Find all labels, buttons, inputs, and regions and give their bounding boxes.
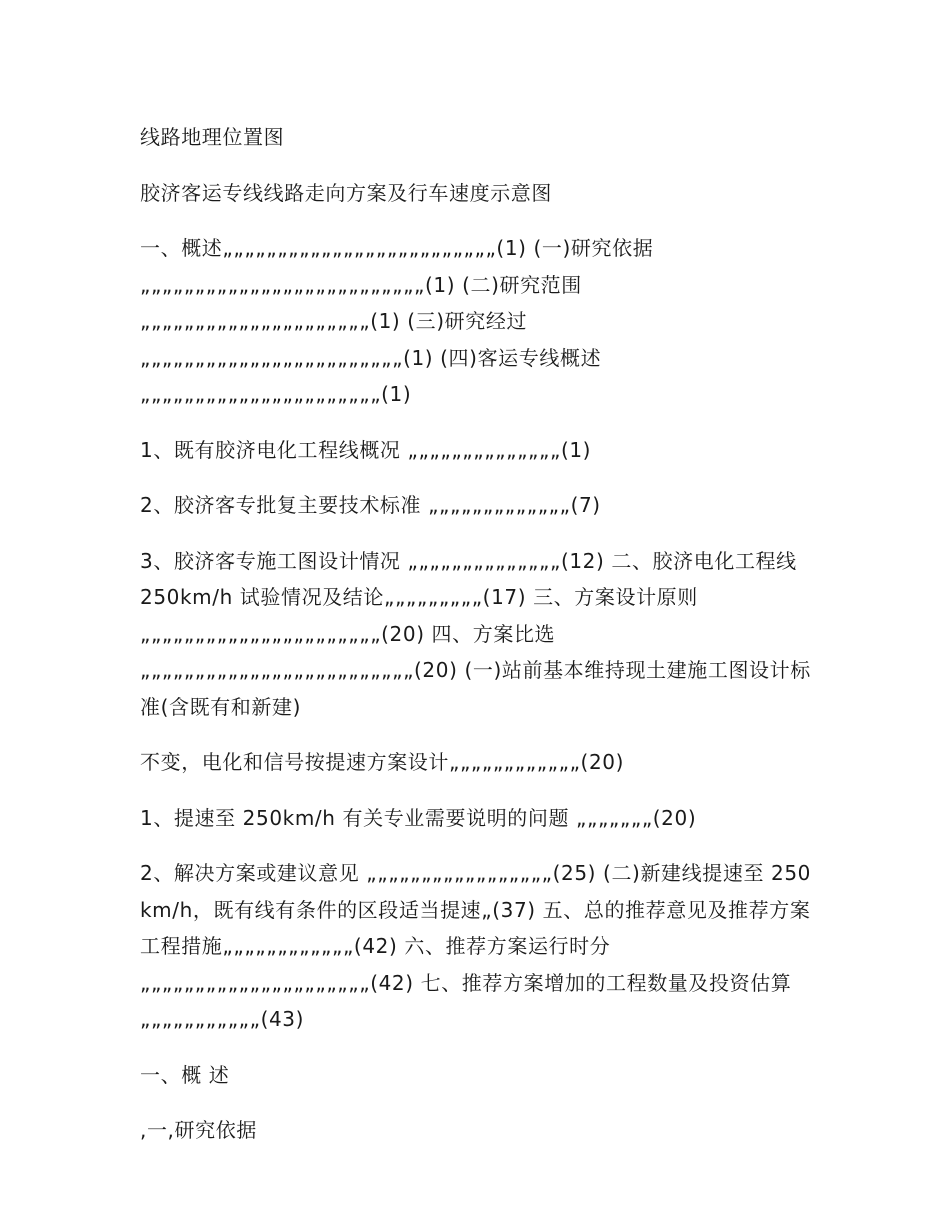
section-heading-overview: 一、概 述 [140, 1062, 230, 1087]
figure-title-speed-diagram: 胶济客运专线线路走向方案及行车速度示意图 [140, 180, 552, 205]
toc-entry-overview: 一、概述„„„„„„„„„„„„„„„„„„„„„„„„„(1) (一)研究依据„„„„„„„„„„„„„„„„„„„„„„„„„„(1) (二)研究范围„„„„„„„„„„„„„„„„„„„„„(1) (三)研究经过„„„„„„„„„„„„„„„„„„„„„„„„(1) (四)客运专线概述„„„„„„„„„„„„„„„„„„„„„„(1) [140, 236, 654, 406]
toc-entry-signal-design: 不变，电化和信号按提速方案设计„„„„„„„„„„„„(20) [140, 750, 624, 774]
document-body [140, 119, 812, 1149]
toc-entry-technical-standards: 2、胶济客专批复主要技术标准 „„„„„„„„„„„„„(7) [140, 493, 601, 517]
toc-entry-speed-issues: 1、提速至 250km/h 有关专业需要说明的问题 „„„„„„„(20) [140, 805, 697, 830]
toc-entry-construction-design: 3、胶济客专施工图设计情况 „„„„„„„„„„„„„„(12) 二、胶济电化工程线 250km/h 试验情况及结论„„„„„„„„„(17) 三、方案设计原则„„„„„„„„„„„„„„„„„„„„„„(20) 四、方案比选„„„„„„„„„„„„„„„„„„„„„„„„„(20) (一)站前基本维持现土建施工图设计标准(含既有和新建) [140, 548, 811, 719]
toc-entry-existing-line: 1、既有胶济电化工程线概况 „„„„„„„„„„„„„„(1) [140, 437, 592, 462]
toc-entry-solutions: 2、解决方案或建议意见 „„„„„„„„„„„„„„„„„(25) (二)新建线提速至 250km/h，既有线有条件的区段适当提速„(37) 五、总的推荐意见及推荐方案工程措施„„„„„„„„„„„„(42) 六、推荐方案运行时分„„„„„„„„„„„„„„„„„„„„„(42) 七、推荐方案增加的工程数量及投资估算„„„„„„„„„„„(43) [140, 861, 811, 1031]
section-heading-research-basis: ,一,研究依据 [140, 1118, 257, 1142]
figure-title-route-map: 线路地理位置图 [140, 125, 285, 149]
